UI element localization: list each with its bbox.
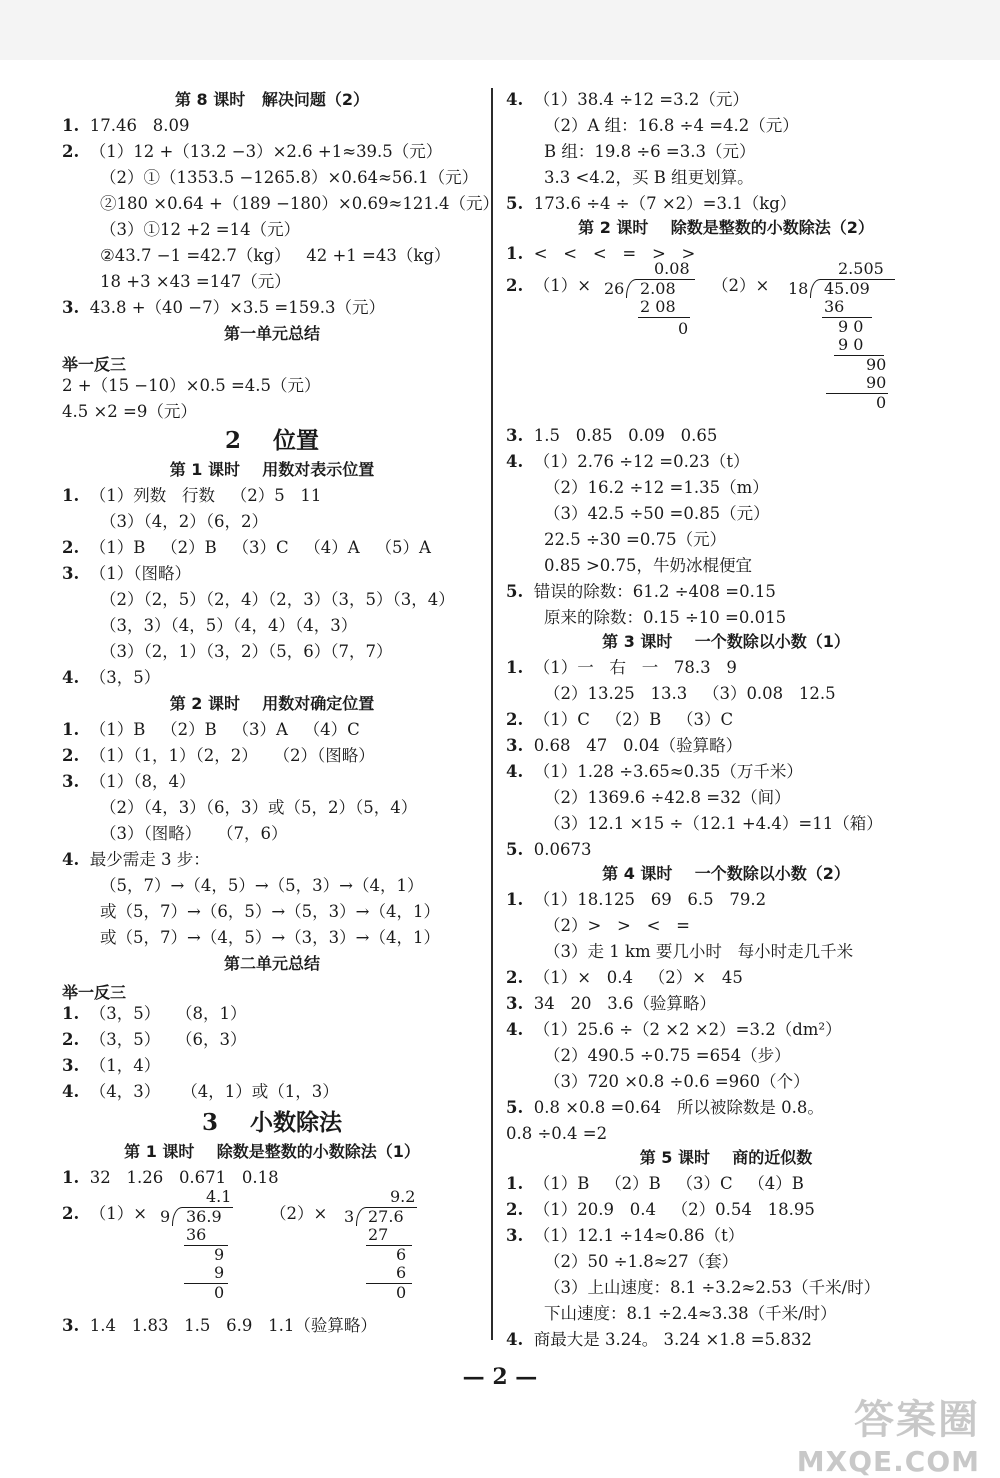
answer-line: B 组：19.8 ÷6 =3.3（元） [544,142,756,161]
quotient: 2.505 [838,259,884,278]
ch2-lesson-1-title: 第 1 课时 用数对表示位置 [169,460,375,479]
dividend: 2.08 [640,279,676,298]
answer-line: （3，3）（4，5）（4，4）（4，3） [100,616,358,635]
answer-line: （3）12.1 ×15 ÷（12.1 +4.4）=11（箱） [544,814,883,833]
answer-line: （2）50 ÷1.8≈27（套） [544,1252,739,1271]
answer-line: （3）720 ×0.8 ÷0.6 =960（个） [544,1072,810,1091]
answer-line: 或（5，7）→（6，5）→（5，3）→（4，1） [100,902,440,921]
answer-line: （2）（2，5）（2，4）（2，3）（3，5）（3，4） [100,590,455,609]
answer-line: 2. （3，5） （6，3） [62,1030,247,1049]
step-value: 9 0 [838,317,864,336]
long-division [604,260,714,350]
answer-line: 2. （1）× [62,1204,148,1223]
answer-line: （3）（2，1）（3，2）（5，6）（7，7） [100,642,393,661]
answer-line: 3. 0.68 47 0.04（验算略） [506,736,743,755]
answer-line: 1. （1）B （2）B （3）C （4）B [506,1174,804,1193]
answer-line: 3. 43.8 +（40 −7）×3.5 =159.3（元） [62,298,385,317]
answer-line: 4. （3，5） [62,668,161,687]
long-division [340,1188,440,1314]
answer-line: 下山速度：8.1 ÷2.4≈3.38（千米/时） [544,1304,837,1323]
long-division [154,1188,254,1314]
answer-line: ②43.7 −1 =42.7（kg） 42 +1 =43（kg） [100,246,451,265]
answer-line: 5. 0.8 ×0.8 =0.64 所以被除数是 0.8。 [506,1098,824,1117]
answer-line: ②180 ×0.64 +（189 −180）×0.69≈121.4（元） [100,194,500,213]
answer-line: 2 +（15 −10）×0.5 =4.5（元） [62,376,321,395]
answer-line: 2. （1）× [506,276,592,295]
answer-line: 4. 最少需走 3 步： [62,850,210,869]
answer-line: 4. 商最大是 3.24。 3.24 ×1.8 =5.832 [506,1330,812,1349]
step-value: 0 [876,393,887,412]
answer-line: （2）①（1353.5 −1265.8）×0.64≈56.1（元） [100,168,479,187]
division-rule [638,317,690,318]
quotient: 0.08 [654,259,690,278]
answer-line: （2）> > < = [544,916,691,935]
answer-line: 3. 1.5 0.85 0.09 0.65 [506,426,718,445]
answer-line: （3）（图略） （7，6） [100,824,288,843]
divisor: 26 [604,279,625,298]
answer-line: 2. （1）C （2）B （3）C [506,710,734,729]
chapter-2-title: 2 位置 [224,427,320,454]
answer-line: 2. （1）20.9 0.4 （2）0.54 18.95 [506,1200,815,1219]
answer-line: 2. （1）（1，1）（2，2） （2）（图略） [62,746,375,765]
step-value: 0 [396,1283,407,1302]
answer-line: 1. （1）列数 行数 （2）5 11 [62,486,322,505]
step-value: 27 [368,1225,389,1244]
unit-1-summary-title: 第一单元总结 [223,324,320,343]
answer-line: 22.5 ÷30 =0.75（元） [544,530,727,549]
answer-line: 5. 0.0673 [506,840,592,859]
answer-line: 4. （1）1.28 ÷3.65≈0.35（万千米） [506,762,803,781]
divisor: 3 [344,1207,355,1226]
juyifansan-label: 举一反三 [62,355,127,374]
answer-line: 1. < < < = > > [506,244,696,263]
answer-line: （2）× [712,276,770,295]
chapter-3-title: 3 小数除法 [201,1109,343,1136]
step-value: 6 [396,1245,407,1264]
answer-line: （3）42.5 ÷50 =0.85（元） [544,504,770,523]
ch3-lesson-3-title: 第 3 课时 一个数除以小数（1） [602,632,850,651]
answer-line: 2. （1）B （2）B （3）C （4）A （5）A [62,538,431,557]
step-value: 36 [186,1225,207,1244]
step-value: 6 [396,1263,407,1282]
divisor: 9 [160,1207,171,1226]
answer-line: 3. （1）（图略） [62,564,191,583]
step-value: 0 [678,319,689,338]
long-division [788,260,908,430]
dividend: 45.09 [824,279,870,298]
answer-line: （2）13.25 13.3 （3）0.08 12.5 [544,684,836,703]
answer-line: 18 +3 ×43 =147（元） [100,272,291,291]
answer-line: （2）490.5 ÷0.75 =654（步） [544,1046,791,1065]
step-value: 9 [214,1245,225,1264]
answer-line: 4.5 ×2 =9（元） [62,402,197,421]
watermark-logo-text: 答案圈 [854,1397,980,1443]
page-number: — 2 — [462,1364,538,1390]
answer-line: 3. （1）（8，4） [62,772,196,791]
quotient: 4.1 [206,1187,232,1206]
answer-line: （2）（4，3）（6，3）或（5，2）（5，4） [100,798,418,817]
answer-line: 或（5，7）→（4，5）→（3，3）→（4，1） [100,928,440,947]
ch3-lesson-1-title: 第 1 课时 除数是整数的小数除法（1） [124,1142,420,1161]
answer-line: 3. 1.4 1.83 1.5 6.9 1.1（验算略） [62,1316,377,1335]
answer-line: 4. （1）2.76 ÷12 =0.23（t） [506,452,750,471]
step-value: 2 08 [640,297,676,316]
answer-line: （2）A 组：16.8 ÷4 =4.2（元） [544,116,799,135]
answer-line: （2）× [270,1204,328,1223]
unit-2-summary-title: 第二单元总结 [223,954,320,973]
answer-line: 1. （1）一 右 一 78.3 9 [506,658,737,677]
answer-line: 3.3 <4.2，买 B 组更划算。 [544,168,754,187]
answer-line: 1. （3，5） （8，1） [62,1004,247,1023]
watermark-url: MXQE.COM [796,1445,980,1478]
answer-line: （3）走 1 km 要几小时 每小时走几千米 [544,942,854,961]
answer-line: 1. 32 1.26 0.671 0.18 [62,1168,279,1187]
juyifansan-label: 举一反三 [62,983,127,1002]
answer-line: （3）①12 +2 =14（元） [100,220,301,239]
answer-line: 3. 34 20 3.6（验算略） [506,994,716,1013]
lesson-8-title: 第 8 课时 解决问题（2） [174,90,370,109]
step-value: 90 [866,373,887,392]
scan-top-band [0,0,1000,60]
answer-line: 2. （1）12 +（13.2 −3）×2.6 +1≈39.5（元） [62,142,443,161]
ch3-lesson-2-title: 第 2 课时 除数是整数的小数除法（2） [578,218,874,237]
step-value: 90 [866,355,887,374]
ch2-lesson-2-title: 第 2 课时 用数对确定位置 [169,694,375,713]
answer-line: 3. （1）12.1 ÷14≈0.86（t） [506,1226,745,1245]
answer-line: 4. （1）25.6 ÷（2 ×2 ×2）=3.2（dm²） [506,1020,842,1039]
answer-line: 原来的除数：0.15 ÷10 =0.015 [544,608,787,627]
dividend: 36.9 [186,1207,222,1226]
answer-line: （3）上山速度：8.1 ÷3.2≈2.53（千米/时） [544,1278,881,1297]
answer-line: 1. （1）18.125 69 6.5 79.2 [506,890,767,909]
answer-line: 0.8 ÷0.4 =2 [506,1124,608,1143]
step-value: 9 0 [838,335,864,354]
column-divider [491,88,493,1340]
answer-line: （3）（4，2）（6，2） [100,512,268,531]
divisor: 18 [788,279,809,298]
ch3-lesson-4-title: 第 4 课时 一个数除以小数（2） [602,864,850,883]
answer-line: （5，7）→（4，5）→（5，3）→（4，1） [100,876,424,895]
answer-line: 5. 错误的除数：61.2 ÷408 =0.15 [506,582,776,601]
answer-line: 5. 173.6 ÷4 ÷（7 ×2）=3.1（kg） [506,194,797,213]
answer-line: 4. （1）38.4 ÷12 =3.2（元） [506,90,749,109]
answer-line: 2. （1）× 0.4 （2）× 45 [506,968,743,987]
quotient: 9.2 [390,1187,416,1206]
answer-line: （2）1369.6 ÷42.8 =32（间） [544,788,791,807]
answer-line: 3. （1，4） [62,1056,161,1075]
step-value: 36 [824,297,845,316]
answer-line: 4. （4，3） （4，1）或（1，3） [62,1082,339,1101]
step-value: 9 [214,1263,225,1282]
ch3-lesson-5-title: 第 5 课时 商的近似数 [639,1148,813,1167]
dividend: 27.6 [368,1207,404,1226]
watermark [797,1388,980,1478]
answer-line: 0.85 >0.75，牛奶冰棍便宜 [544,556,753,575]
answer-line: 1. （1）B （2）B （3）A （4）C [62,720,360,739]
answer-line: （2）16.2 ÷12 =1.35（m） [544,478,769,497]
step-value: 0 [214,1283,225,1302]
answer-line: 1. 17.46 8.09 [62,116,190,135]
